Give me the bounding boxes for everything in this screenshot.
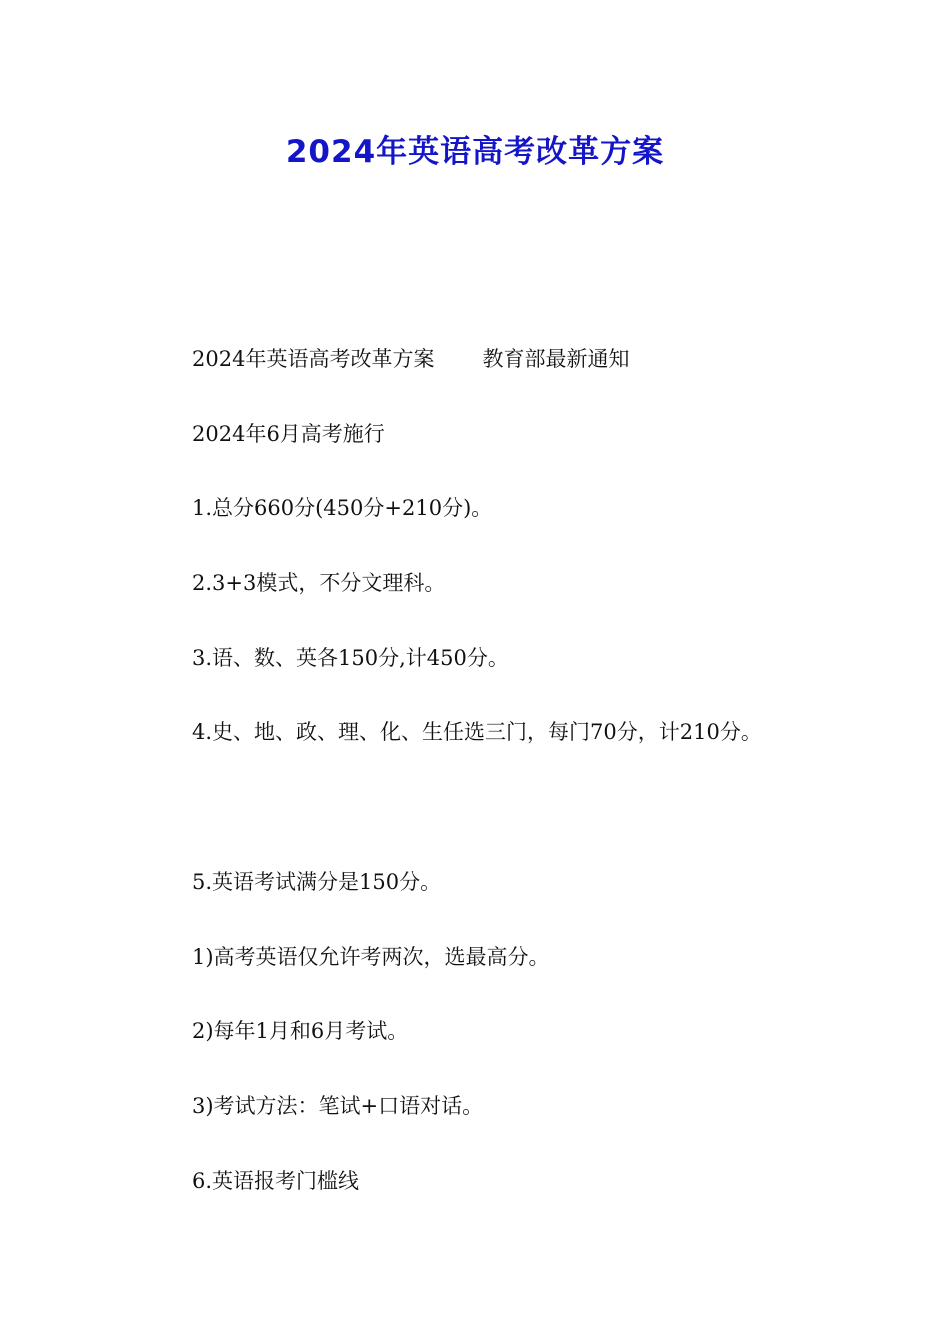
paragraph-subitem-1: 1)高考英语仅允许考两次，选最高分。	[192, 945, 550, 969]
paragraph-subitem-2: 2)每年1月和6月考试。	[192, 1019, 409, 1043]
paragraph-subitem-3: 3)考试方法：笔试+口语对话。	[192, 1094, 484, 1118]
paragraph-item-6: 6.英语报考门槛线	[192, 1169, 360, 1193]
paragraph-header-line	[145, 322, 810, 396]
paragraph-trailing-text: 教育部最新通知	[482, 347, 630, 371]
paragraph-item-1: 1.总分660分(450分+210分)。	[192, 496, 493, 520]
document-title: 2024年英语高考改革方案	[285, 134, 665, 170]
paragraph-effective-date: 2024年6月高考施行	[192, 422, 385, 446]
paragraph-item-2: 2.3+3模式，不分文理科。	[192, 571, 446, 595]
paragraph-item-4: 4.史、地、政、理、化、生任选三门，每门70分，计210分。	[192, 720, 762, 744]
paragraph-text: 2024年英语高考改革方案	[192, 347, 435, 371]
paragraph-item-3: 3.语、数、英各150分,计450分。	[192, 646, 509, 670]
paragraph-item-5: 5.英语考试满分是150分。	[192, 870, 442, 894]
